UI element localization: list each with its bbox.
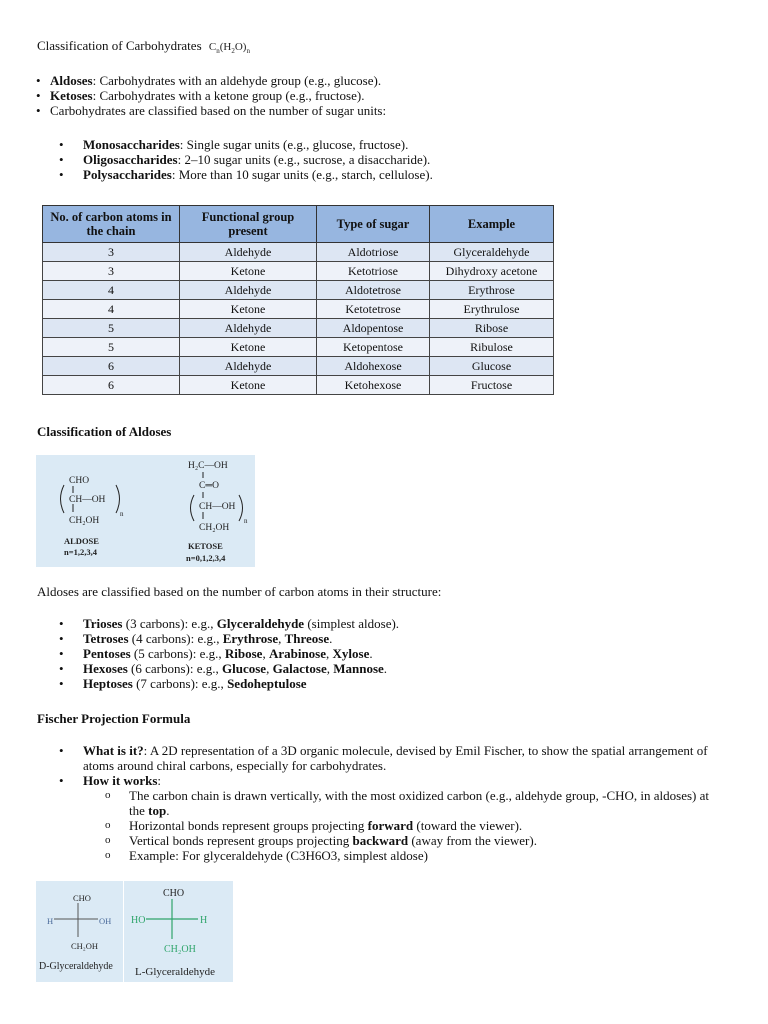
table-cell: Glucose <box>430 357 554 376</box>
d-name: D-Glyceraldehyde <box>39 961 113 972</box>
fischer-sublist <box>129 788 713 863</box>
table-cell: Erythrulose <box>430 300 554 319</box>
aldose-ketose-figure <box>36 455 255 567</box>
table-cell: Ribose <box>430 319 554 338</box>
table-cell: Ketotriose <box>317 262 430 281</box>
table-header-row <box>43 206 554 243</box>
ketose-middle: CH—OH <box>199 502 236 512</box>
table-cell: Glyceraldehyde <box>430 243 554 262</box>
ketose-range: n=0,1,2,3,4 <box>186 553 226 563</box>
table-cell: Erythrose <box>430 281 554 300</box>
l-name: L-Glyceraldehyde <box>135 966 216 978</box>
table-row <box>43 281 554 300</box>
table-cell: 3 <box>43 262 180 281</box>
table-body <box>43 243 554 395</box>
list-item: • Oligosaccharides: 2–10 sugar units (e.g., sucrose, a disaccharide). <box>83 152 723 167</box>
carbohydrate-table <box>42 205 554 395</box>
table-row <box>43 243 554 262</box>
table-row <box>43 262 554 281</box>
list-item: • Hexoses (6 carbons): e.g., Glucose, Galactose, Mannose. <box>83 661 723 676</box>
table-cell: 3 <box>43 243 180 262</box>
sublist-item: o Vertical bonds represent groups projecting backward (away from the viewer). <box>129 833 713 848</box>
ketose-carbonyl: C═O <box>199 481 219 491</box>
intro-list <box>50 73 730 118</box>
aldose-name: ALDOSE <box>64 536 99 546</box>
table-cell: Aldohexose <box>317 357 430 376</box>
aldose-middle: CH—OH <box>69 495 106 505</box>
sublist-item: o Horizontal bonds represent groups projecting forward (toward the viewer). <box>129 818 713 833</box>
d-bottom: CH₂OH <box>71 941 99 951</box>
table-row <box>43 300 554 319</box>
table-cell: Ketone <box>180 262 317 281</box>
aldose-types-list <box>83 616 723 691</box>
sublist-item: o The carbon chain is drawn vertically, with the most oxidized carbon (e.g., aldehyde group, -CHO, in aldoses) at the top. <box>129 788 713 818</box>
table-header-cell: No. of carbon atoms in the chain <box>43 206 180 243</box>
ketose-subscript: n <box>244 517 248 525</box>
table-cell: Ketone <box>180 376 317 395</box>
title-text: Classification of Carbohydrates <box>37 38 202 53</box>
table-cell: Ketopentose <box>317 338 430 357</box>
l-top: CHO <box>163 888 185 899</box>
table-cell: Fructose <box>430 376 554 395</box>
ketose-bottom: CH₂OH <box>199 523 230 533</box>
table-cell: 5 <box>43 338 180 357</box>
glyceraldehyde-figure <box>36 881 233 982</box>
ketose-name: KETOSE <box>188 541 223 551</box>
list-item: • Tetroses (4 carbons): e.g., Erythrose, Threose. <box>83 631 723 646</box>
sublist-item: o Example: For glyceraldehyde (C3H6O3, simplest aldose) <box>129 848 713 863</box>
table-cell: Aldehyde <box>180 243 317 262</box>
d-top: CHO <box>73 893 91 903</box>
table-row <box>43 376 554 395</box>
aldose-subscript: n <box>120 510 124 518</box>
l-bottom: CH₂OH <box>164 944 196 955</box>
page-title <box>37 38 250 59</box>
section-heading-fischer: Fischer Projection Formula <box>37 711 191 726</box>
table-cell: Ketohexose <box>317 376 430 395</box>
l-left: HO <box>131 915 146 926</box>
sugar-units-list <box>83 137 723 182</box>
table-header-cell: Type of sugar <box>317 206 430 243</box>
ketose-top: H₂C—OH <box>188 461 228 471</box>
aldose-bottom: CH₂OH <box>69 516 100 526</box>
table-cell: 4 <box>43 300 180 319</box>
list-item: • What is it?: A 2D representation of a 3D organic molecule, devised by Emil Fischer, to show the spatial arrangement of atoms around chiral carbons, especially for carbohydrates. <box>83 743 713 773</box>
table-cell: Ketone <box>180 338 317 357</box>
list-item: • Pentoses (5 carbons): e.g., Ribose, Arabinose, Xylose. <box>83 646 723 661</box>
list-item: • Carbohydrates are classified based on the number of sugar units: <box>50 103 730 118</box>
table-cell: 6 <box>43 376 180 395</box>
table-row <box>43 338 554 357</box>
list-item: • Heptoses (7 carbons): e.g., Sedoheptulose <box>83 676 723 691</box>
general-formula: $C_n(H_2O)_n$ <box>208 41 250 56</box>
table-cell: Dihydroxy acetone <box>430 262 554 281</box>
list-item: • Ketoses: Carbohydrates with a ketone group (e.g., fructose). <box>50 88 730 103</box>
aldose-intro-text: Aldoses are classified based on the number of carbon atoms in their structure: <box>37 584 442 599</box>
list-item: • How it works: o The carbon chain is drawn vertically, with the most oxidized carbon (e.g., aldehyde group, -CHO, in aldoses) at the top. o Horizontal bonds represent groups projecting forward (toward the viewer). o Vertical bonds represent groups projecting backward (away from the viewer). o Example: For glyceraldehyde (C3H6O3, simplest aldose) <box>83 773 713 863</box>
l-right: H <box>200 915 208 926</box>
table-cell: Ketone <box>180 300 317 319</box>
table-cell: Aldehyde <box>180 357 317 376</box>
list-item: • Monosaccharides: Single sugar units (e.g., glucose, fructose). <box>83 137 723 152</box>
d-left: H <box>47 916 54 926</box>
table-cell: Ribulose <box>430 338 554 357</box>
d-right: OH <box>99 916 112 926</box>
aldose-top: CHO <box>69 476 90 486</box>
table-cell: Aldopentose <box>317 319 430 338</box>
list-item: • Trioses (3 carbons): e.g., Glyceraldehyde (simplest aldose). <box>83 616 723 631</box>
section-heading-aldoses: Classification of Aldoses <box>37 424 172 439</box>
table-row <box>43 357 554 376</box>
table-header-cell: Example <box>430 206 554 243</box>
table-row <box>43 319 554 338</box>
table-header-cell: Functional group present <box>180 206 317 243</box>
list-item: • Aldoses: Carbohydrates with an aldehyde group (e.g., glucose). <box>50 73 730 88</box>
fischer-list <box>83 743 713 863</box>
table-cell: Aldotriose <box>317 243 430 262</box>
table-cell: 5 <box>43 319 180 338</box>
table-cell: Ketotetrose <box>317 300 430 319</box>
list-item: • Polysaccharides: More than 10 sugar units (e.g., starch, cellulose). <box>83 167 723 182</box>
aldose-range: n=1,2,3,4 <box>64 547 97 557</box>
table-cell: 6 <box>43 357 180 376</box>
table-cell: Aldotetrose <box>317 281 430 300</box>
table-cell: 4 <box>43 281 180 300</box>
table-cell: Aldehyde <box>180 281 317 300</box>
table-cell: Aldehyde <box>180 319 317 338</box>
